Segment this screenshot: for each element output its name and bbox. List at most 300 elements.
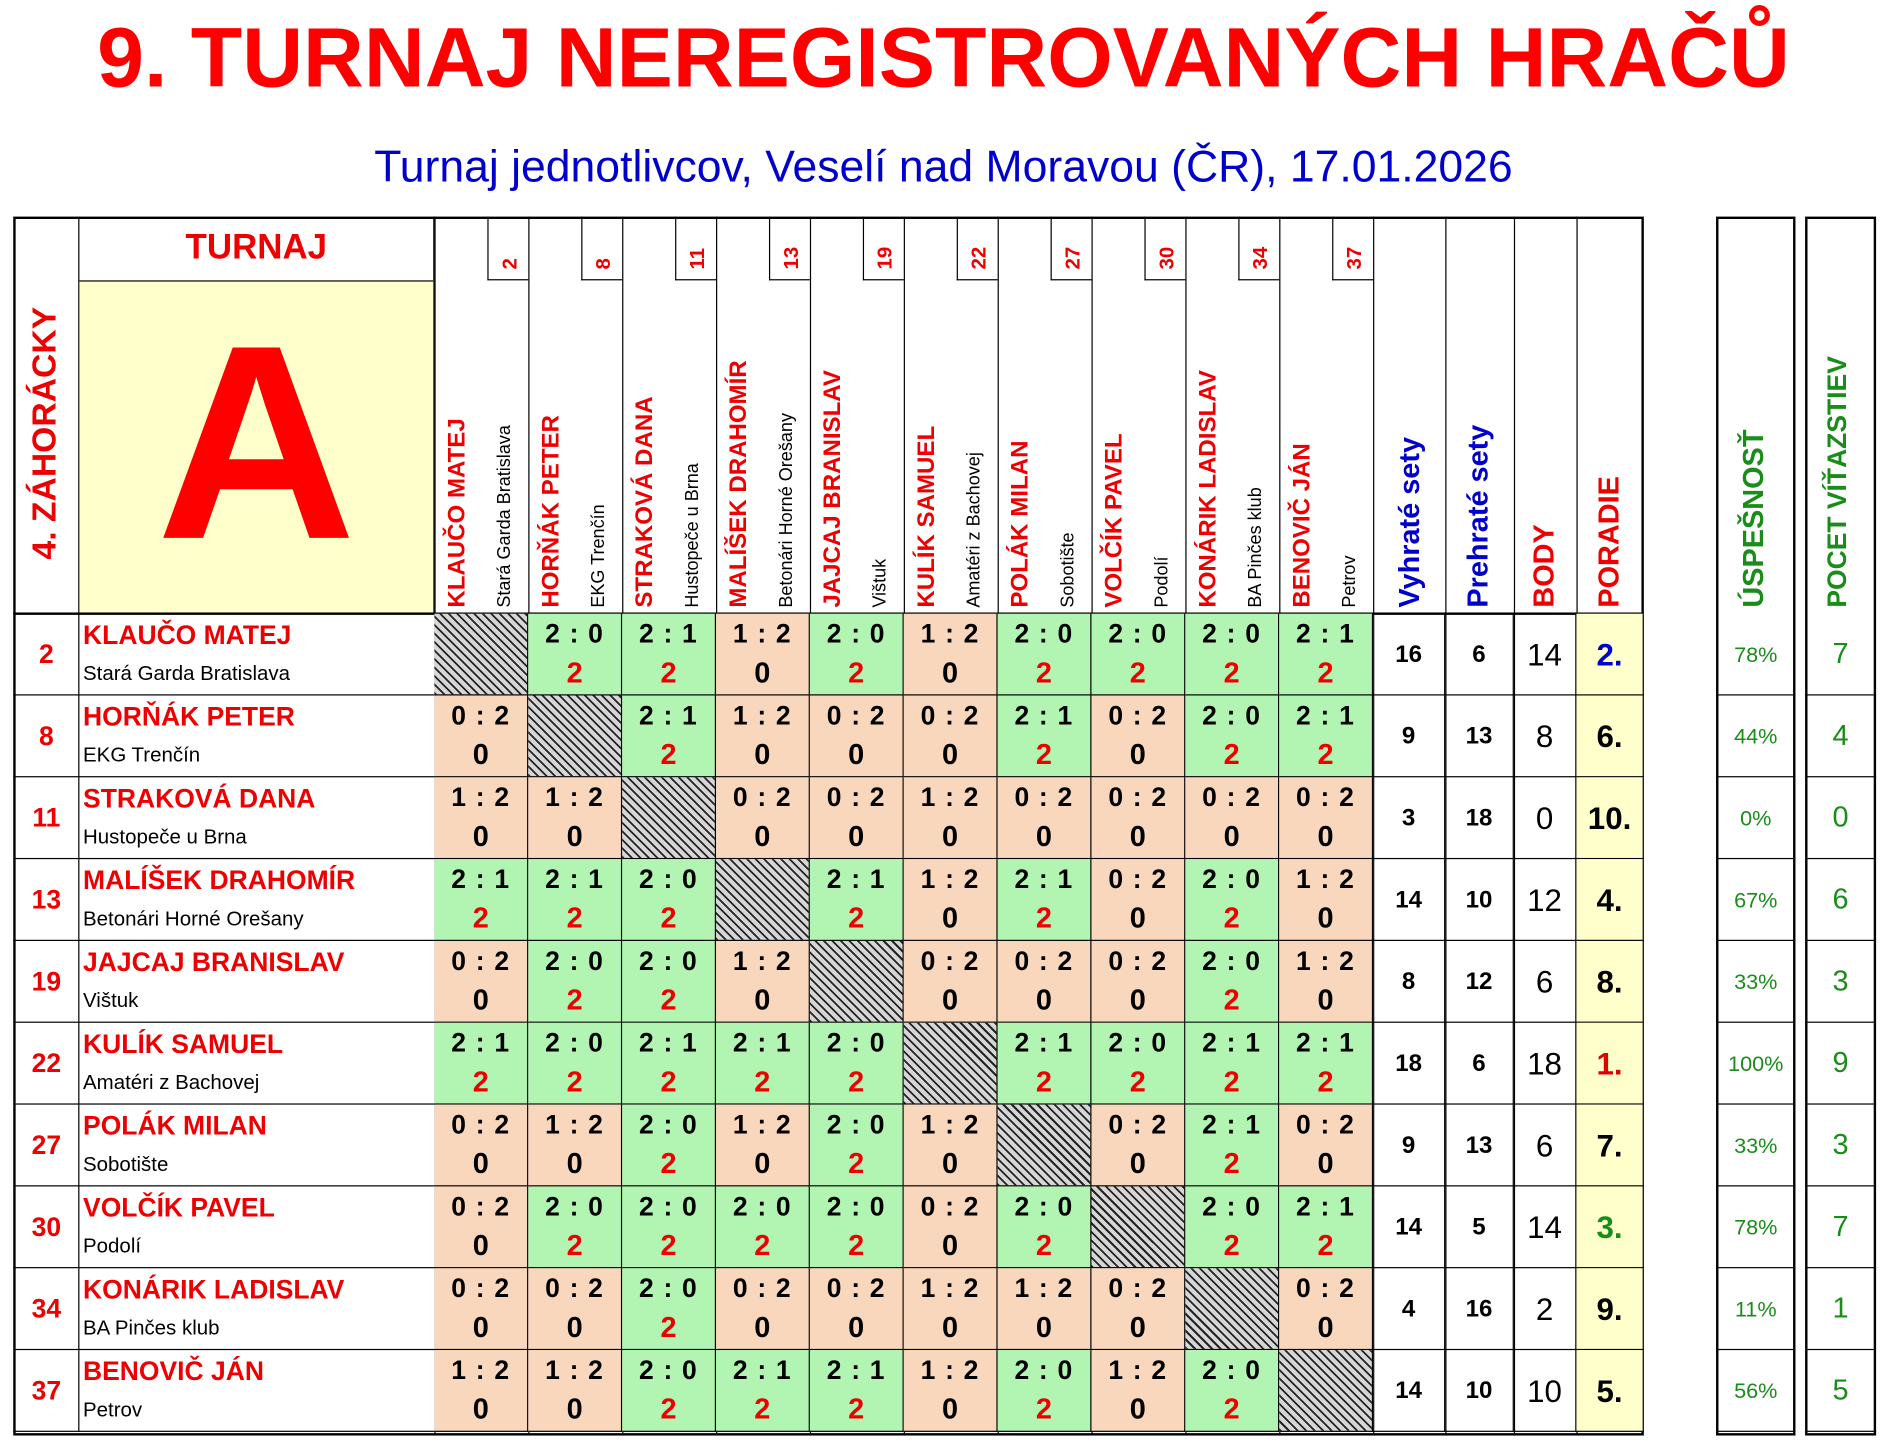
match-score: 1 : 2 — [1296, 945, 1356, 976]
match-score: 2 : 0 — [826, 618, 886, 649]
match-cell — [810, 1186, 904, 1268]
match-points: 0 — [1317, 1147, 1334, 1181]
wins-count: 9 — [1805, 1023, 1876, 1105]
match-score: 2 : 0 — [1014, 1191, 1074, 1222]
success-rate: 56% — [1716, 1350, 1795, 1432]
match-cell — [1185, 941, 1279, 1023]
match-score: 2 : 0 — [1108, 618, 1168, 649]
match-score: 0 : 2 — [1296, 1109, 1356, 1140]
match-cell — [434, 777, 528, 859]
rank: 4. — [1576, 859, 1643, 941]
match-points: 2 — [1035, 1393, 1052, 1426]
match-cell — [904, 1105, 998, 1187]
match-cell — [528, 1023, 622, 1105]
col-player-name: VOLČÍK PAVEL — [1101, 433, 1128, 608]
match-score: 1 : 2 — [451, 782, 511, 813]
points: 14 — [1514, 1186, 1577, 1268]
match-score: 1 : 2 — [545, 1354, 605, 1385]
lost-sets: 6 — [1445, 614, 1514, 696]
match-cell — [1185, 696, 1279, 778]
match-cell — [998, 1350, 1092, 1432]
self-match-cell — [528, 696, 622, 778]
col-player-name: KLAUČO MATEJ — [444, 418, 471, 608]
match-points: 0 — [472, 1393, 489, 1426]
match-points: 2 — [848, 1229, 865, 1263]
match-cell — [716, 614, 810, 696]
match-score: 1 : 2 — [732, 618, 792, 649]
match-points: 2 — [1317, 1066, 1334, 1099]
match-points: 2 — [1223, 1229, 1240, 1263]
match-points: 0 — [942, 820, 959, 854]
won-sets: 8 — [1373, 941, 1445, 1023]
col-player-club: Podolí — [1151, 556, 1173, 608]
player-name: JAJCAJ BRANISLAV — [83, 946, 345, 978]
col-number: 2 — [498, 258, 522, 270]
match-cell — [528, 1105, 622, 1187]
match-cell — [904, 614, 998, 696]
col-player-club: Petrov — [1339, 555, 1360, 608]
col-player-club: Betonári Horné Orešany — [776, 413, 797, 608]
player-club: Hustopeče u Brna — [83, 825, 247, 849]
col-number: 27 — [1061, 246, 1085, 270]
match-cell — [528, 941, 622, 1023]
match-cell — [622, 696, 716, 778]
match-score: 0 : 2 — [451, 1109, 511, 1140]
match-score: 2 : 1 — [638, 1027, 698, 1058]
match-cell — [1279, 614, 1373, 696]
table-row — [13, 696, 1849, 778]
match-points: 2 — [1223, 738, 1240, 772]
page-subtitle: Turnaj jednotlivcov, Veselí nad Moravou (ČR), 17.01.2026 — [374, 141, 1513, 192]
match-points: 2 — [660, 1066, 677, 1099]
match-score: 2 : 0 — [545, 1027, 605, 1058]
match-score: 2 : 1 — [1202, 1109, 1262, 1140]
col-player-name: HORŇÁK PETER — [537, 415, 565, 608]
player-name: BENOVIČ JÁN — [83, 1356, 264, 1387]
player-club: Betonári Horné Orešany — [83, 907, 304, 931]
match-points: 0 — [1317, 902, 1334, 935]
match-score: 0 : 2 — [1014, 945, 1074, 976]
match-score: 2 : 1 — [451, 863, 511, 895]
points: 18 — [1514, 1023, 1577, 1105]
points-header: BODY — [1528, 524, 1561, 608]
self-match-cell — [1279, 1350, 1373, 1432]
match-points: 2 — [848, 1393, 865, 1426]
player-number: 8 — [38, 720, 54, 751]
match-score: 0 : 2 — [1108, 945, 1168, 976]
self-match-cell — [998, 1105, 1092, 1187]
player-name: KONÁRIK LADISLAV — [83, 1274, 345, 1305]
col-number: 11 — [685, 247, 709, 270]
won-sets: 18 — [1373, 1023, 1445, 1105]
won-sets: 14 — [1373, 1186, 1445, 1268]
table-row — [13, 1023, 1849, 1105]
match-score: 0 : 2 — [732, 782, 792, 813]
match-score: 1 : 2 — [920, 1109, 980, 1140]
match-cell — [528, 1268, 622, 1350]
match-points: 0 — [1035, 984, 1052, 1017]
match-points: 2 — [660, 1311, 677, 1345]
match-score: 0 : 2 — [920, 945, 980, 976]
match-points: 2 — [848, 902, 865, 935]
wins-count: 1 — [1805, 1268, 1876, 1350]
match-cell — [1091, 1023, 1185, 1105]
group-letter-box — [79, 280, 433, 613]
match-points: 2 — [1317, 1229, 1334, 1263]
match-score: 2 : 0 — [638, 863, 698, 895]
page-title: 9. TURNAJ NEREGISTROVANÝCH HRAČŮ — [97, 10, 1790, 105]
match-cell — [434, 696, 528, 778]
match-points: 0 — [472, 738, 489, 772]
match-score: 2 : 1 — [545, 863, 605, 895]
player-club: Vištuk — [83, 989, 139, 1012]
match-points: 2 — [660, 902, 677, 935]
match-score: 2 : 1 — [451, 1027, 511, 1058]
match-cell — [1185, 777, 1279, 859]
match-score: 0 : 2 — [1202, 782, 1262, 813]
table-row — [13, 1186, 1849, 1268]
match-points: 2 — [1223, 1147, 1240, 1181]
player-name: STRAKOVÁ DANA — [83, 783, 316, 814]
success-rate: 0% — [1716, 777, 1795, 859]
match-score: 0 : 2 — [451, 945, 511, 976]
match-score: 2 : 0 — [1202, 863, 1262, 895]
match-cell — [810, 696, 904, 778]
match-points: 2 — [754, 1066, 771, 1099]
match-points: 2 — [754, 1229, 771, 1263]
match-score: 2 : 0 — [826, 1109, 886, 1140]
match-score: 0 : 2 — [545, 1273, 605, 1304]
points: 6 — [1514, 941, 1577, 1023]
match-points: 2 — [660, 1147, 677, 1181]
col-player-name: BENOVIČ JÁN — [1288, 443, 1316, 608]
match-cell — [622, 1268, 716, 1350]
success-frame — [1716, 217, 1795, 1436]
match-points: 2 — [1223, 657, 1240, 690]
player-club: Amatéri z Bachovej — [83, 1070, 260, 1094]
player-number: 11 — [32, 802, 61, 833]
points: 8 — [1514, 696, 1577, 778]
success-rate: 33% — [1716, 941, 1795, 1023]
match-points: 0 — [472, 984, 489, 1017]
match-cell — [1091, 1350, 1185, 1432]
player-club: EKG Trenčín — [83, 743, 201, 767]
match-points: 2 — [566, 1229, 583, 1263]
match-points: 0 — [1223, 820, 1240, 854]
match-score: 2 : 0 — [826, 1027, 886, 1058]
match-points: 2 — [1317, 657, 1334, 690]
match-cell — [810, 1350, 904, 1432]
lost-sets: 6 — [1445, 1023, 1514, 1105]
match-cell — [810, 1268, 904, 1350]
match-points: 0 — [754, 657, 771, 690]
match-score: 2 : 0 — [1014, 1354, 1074, 1385]
col-number: 19 — [873, 246, 897, 270]
match-cell — [1279, 941, 1373, 1023]
match-cell — [716, 777, 810, 859]
success-rate: 33% — [1716, 1105, 1795, 1187]
match-cell — [622, 1105, 716, 1187]
match-points: 0 — [1129, 738, 1146, 772]
match-points: 0 — [566, 1311, 583, 1345]
match-score: 0 : 2 — [1108, 782, 1168, 813]
match-score: 1 : 2 — [920, 782, 980, 813]
match-score: 2 : 0 — [1202, 1191, 1262, 1222]
match-score: 0 : 2 — [1296, 782, 1356, 813]
match-cell — [1185, 1350, 1279, 1432]
match-cell — [810, 777, 904, 859]
player-name: POLÁK MILAN — [83, 1110, 267, 1141]
match-points: 0 — [942, 1229, 959, 1263]
wins-count: 7 — [1805, 1186, 1876, 1268]
col-number: 13 — [779, 246, 803, 270]
match-points: 0 — [1129, 902, 1146, 935]
match-score: 2 : 1 — [732, 1027, 792, 1058]
lost-sets: 13 — [1445, 1105, 1514, 1187]
col-player-name: POLÁK MILAN — [1007, 440, 1034, 608]
match-score: 1 : 2 — [920, 618, 980, 649]
player-club: Petrov — [83, 1398, 143, 1422]
rank: 10. — [1576, 777, 1643, 859]
wins-count: 7 — [1805, 614, 1876, 696]
self-match-cell — [904, 1023, 998, 1105]
wins-count: 3 — [1805, 941, 1876, 1023]
player-number: 2 — [38, 638, 54, 670]
match-points: 0 — [754, 1311, 771, 1345]
col-player-name: STRAKOVÁ DANA — [631, 396, 659, 608]
match-score: 2 : 0 — [1014, 618, 1074, 649]
success-rate: 44% — [1716, 696, 1795, 778]
table-row — [13, 1268, 1849, 1350]
lost-sets: 10 — [1445, 859, 1514, 941]
match-points: 0 — [848, 1311, 865, 1345]
match-points: 0 — [942, 1393, 959, 1426]
match-cell — [716, 1350, 810, 1432]
match-cell — [716, 1268, 810, 1350]
match-cell — [1279, 1268, 1373, 1350]
won-sets: 3 — [1373, 777, 1445, 859]
lost-sets: 5 — [1445, 1186, 1514, 1268]
match-cell — [998, 696, 1092, 778]
match-cell — [434, 1350, 528, 1432]
match-score: 0 : 2 — [826, 700, 886, 731]
col-number: 22 — [967, 246, 991, 270]
match-score: 0 : 2 — [451, 700, 511, 731]
match-score: 0 : 2 — [826, 1273, 886, 1304]
match-points: 0 — [942, 738, 959, 772]
match-cell — [998, 777, 1092, 859]
match-cell — [528, 614, 622, 696]
match-points: 2 — [660, 657, 677, 690]
match-score: 0 : 2 — [920, 1191, 980, 1222]
match-cell — [1279, 1186, 1373, 1268]
match-points: 0 — [754, 1147, 771, 1181]
rank: 1. — [1576, 1023, 1643, 1105]
match-points: 0 — [1129, 1147, 1146, 1181]
match-points: 0 — [1129, 1311, 1146, 1345]
rank: 3. — [1576, 1186, 1643, 1268]
col-number-box — [769, 217, 810, 281]
match-cell — [434, 1186, 528, 1268]
match-cell — [904, 696, 998, 778]
match-score: 2 : 1 — [638, 618, 698, 649]
match-points: 0 — [942, 657, 959, 690]
table-row — [13, 777, 1849, 859]
match-points: 0 — [472, 820, 489, 854]
won-sets: 9 — [1373, 1105, 1445, 1187]
match-cell — [622, 1186, 716, 1268]
wins-count: 0 — [1805, 777, 1876, 859]
match-points: 0 — [1035, 820, 1052, 854]
rank: 8. — [1576, 941, 1643, 1023]
success-rate: 78% — [1716, 1186, 1795, 1268]
match-points: 0 — [848, 738, 865, 772]
match-score: 1 : 2 — [451, 1354, 511, 1385]
match-cell — [716, 941, 810, 1023]
match-score: 2 : 0 — [638, 1354, 698, 1385]
match-score: 2 : 1 — [1296, 618, 1356, 649]
match-cell — [528, 1186, 622, 1268]
match-points: 0 — [942, 1147, 959, 1181]
wins-count: 5 — [1805, 1350, 1876, 1432]
match-points: 0 — [566, 1147, 583, 1181]
match-cell — [1279, 1105, 1373, 1187]
match-score: 0 : 2 — [920, 700, 980, 731]
match-score: 1 : 2 — [920, 1273, 980, 1304]
col-player-name: MALÍŠEK DRAHOMÍR — [725, 360, 753, 608]
wins-count: 4 — [1805, 696, 1876, 778]
match-cell — [1091, 1105, 1185, 1187]
self-match-cell — [1091, 1186, 1185, 1268]
match-points: 0 — [472, 1229, 489, 1263]
match-points: 2 — [660, 1229, 677, 1263]
match-score: 2 : 1 — [1014, 863, 1074, 895]
match-cell — [1091, 941, 1185, 1023]
match-cell — [810, 1105, 904, 1187]
match-score: 2 : 0 — [545, 1191, 605, 1222]
match-points: 0 — [472, 1311, 489, 1345]
match-points: 2 — [566, 902, 583, 935]
match-score: 2 : 1 — [826, 863, 886, 895]
won-sets: 9 — [1373, 696, 1445, 778]
col-number-box — [487, 217, 528, 281]
lost-sets: 16 — [1445, 1268, 1514, 1350]
match-score: 2 : 0 — [1202, 700, 1262, 731]
col-player-club: Stará Garda Bratislava — [494, 425, 516, 608]
match-cell — [716, 1105, 810, 1187]
match-points: 2 — [1035, 657, 1052, 690]
player-number: 22 — [31, 1048, 62, 1079]
match-score: 2 : 1 — [1014, 1027, 1074, 1058]
match-score: 2 : 1 — [1014, 700, 1074, 731]
success-rate: 11% — [1716, 1268, 1795, 1350]
col-number-box — [581, 217, 622, 281]
match-points: 0 — [1129, 1393, 1146, 1426]
match-score: 2 : 1 — [826, 1354, 886, 1385]
match-cell — [528, 1350, 622, 1432]
match-cell — [622, 1350, 716, 1432]
match-points: 2 — [472, 1066, 489, 1099]
player-number: 30 — [31, 1211, 62, 1242]
match-cell — [904, 777, 998, 859]
match-cell — [904, 941, 998, 1023]
match-cell — [1279, 777, 1373, 859]
match-points: 2 — [660, 984, 677, 1017]
match-score: 0 : 2 — [451, 1273, 511, 1304]
wins-header: POCET VÍŤAZSTIEV — [1821, 356, 1853, 608]
col-number: 37 — [1342, 246, 1366, 270]
match-points: 2 — [660, 1393, 677, 1426]
match-cell — [528, 777, 622, 859]
match-cell — [434, 1105, 528, 1187]
match-cell — [998, 1268, 1092, 1350]
match-cell — [1185, 859, 1279, 941]
match-points: 2 — [1129, 657, 1146, 690]
match-cell — [716, 696, 810, 778]
col-player-club: Amatéri z Bachovej — [963, 452, 985, 608]
match-cell — [1185, 1186, 1279, 1268]
match-score: 0 : 2 — [826, 782, 886, 813]
match-points: 2 — [1317, 738, 1334, 772]
match-points: 0 — [942, 1311, 959, 1345]
match-points: 2 — [1035, 738, 1052, 772]
match-points: 2 — [754, 1393, 771, 1426]
wins-count: 6 — [1805, 859, 1876, 941]
table-row — [13, 859, 1849, 941]
match-score: 2 : 0 — [1108, 1027, 1168, 1058]
points: 6 — [1514, 1105, 1577, 1187]
match-cell — [1185, 614, 1279, 696]
match-cell — [1091, 696, 1185, 778]
match-cell — [904, 1186, 998, 1268]
match-score: 2 : 0 — [1202, 945, 1262, 976]
match-score: 1 : 2 — [920, 1354, 980, 1385]
match-cell — [434, 1268, 528, 1350]
match-score: 2 : 0 — [638, 1191, 698, 1222]
match-cell — [528, 859, 622, 941]
points: 2 — [1514, 1268, 1577, 1350]
lost-sets: 12 — [1445, 941, 1514, 1023]
match-points: 0 — [1129, 984, 1146, 1017]
player-number: 19 — [31, 966, 62, 997]
won-sets: 4 — [1373, 1268, 1445, 1350]
series-label: 4. ZÁHORÁCKY — [25, 306, 63, 560]
points: 12 — [1514, 859, 1577, 941]
lost-sets: 13 — [1445, 696, 1514, 778]
col-number-box — [1238, 217, 1279, 281]
match-cell — [622, 1023, 716, 1105]
table-row — [13, 941, 1849, 1023]
match-cell — [434, 859, 528, 941]
self-match-cell — [716, 859, 810, 941]
match-score: 2 : 1 — [1296, 1191, 1356, 1222]
lost-sets: 18 — [1445, 777, 1514, 859]
match-score: 1 : 2 — [1014, 1273, 1074, 1304]
match-points: 0 — [566, 820, 583, 854]
table-row — [13, 1350, 1849, 1432]
match-points: 2 — [566, 1066, 583, 1099]
match-cell — [998, 859, 1092, 941]
match-score: 0 : 2 — [732, 1273, 792, 1304]
match-points: 2 — [566, 657, 583, 690]
match-points: 0 — [1317, 820, 1334, 854]
match-score: 1 : 2 — [1108, 1354, 1168, 1385]
player-club: Stará Garda Bratislava — [83, 661, 290, 685]
col-player-name: KONÁRIK LADISLAV — [1194, 370, 1222, 608]
won-sets: 14 — [1373, 859, 1445, 941]
match-score: 1 : 2 — [732, 945, 792, 976]
col-player-club: EKG Trenčín — [588, 504, 609, 608]
